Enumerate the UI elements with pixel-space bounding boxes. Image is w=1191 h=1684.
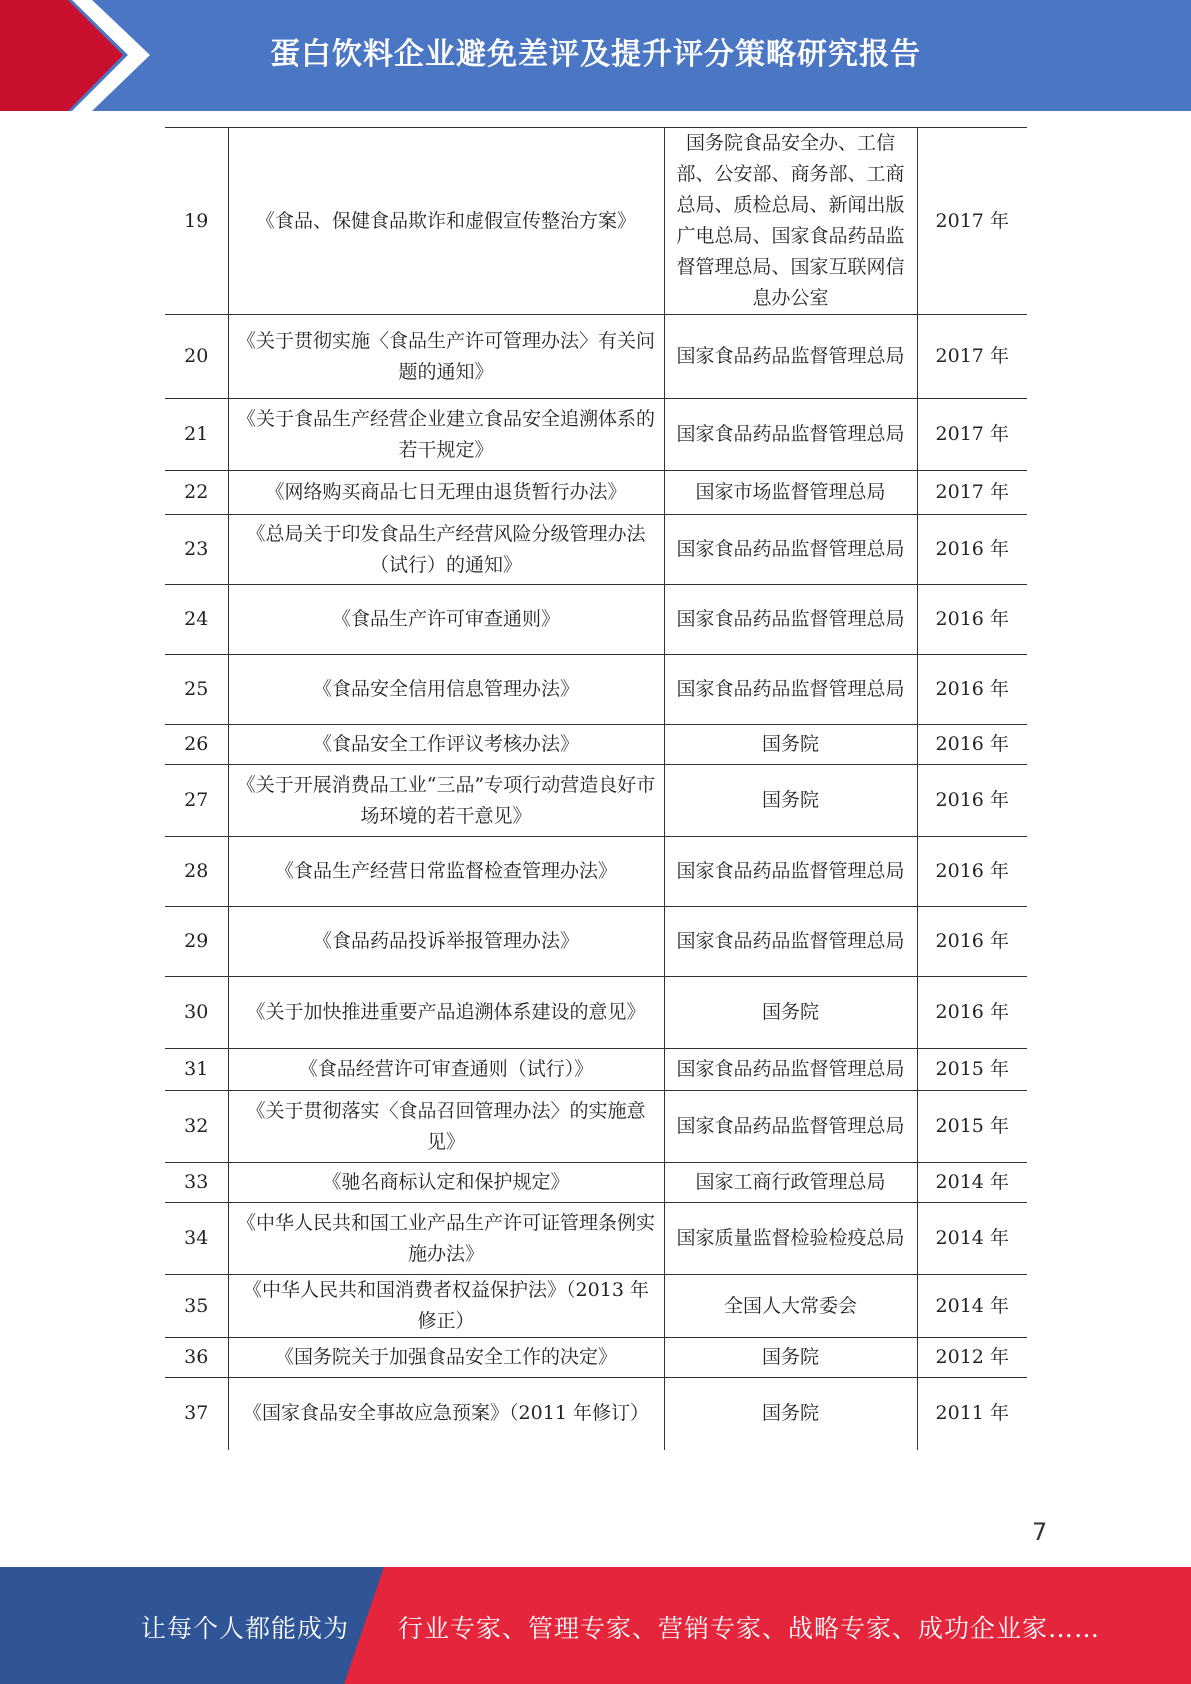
table-row <box>165 515 1027 585</box>
issuing-authority-cell: 国家食品药品监督管理总局 <box>664 585 917 655</box>
table-row <box>165 315 1027 399</box>
row-number-cell: 36 <box>165 1338 228 1378</box>
year-cell: 2017 年 <box>917 128 1027 315</box>
year-cell: 2015 年 <box>917 1049 1027 1091</box>
row-number-cell: 31 <box>165 1049 228 1091</box>
footer-slogan-left: 让每个人都能成为 <box>141 1614 350 1643</box>
table-row <box>165 1163 1027 1203</box>
year-cell: 2016 年 <box>917 585 1027 655</box>
table-row <box>165 471 1027 515</box>
table-row <box>165 907 1027 977</box>
row-number-cell: 37 <box>165 1378 228 1450</box>
issuing-authority-cell: 国家食品药品监督管理总局 <box>664 1091 917 1163</box>
year-cell: 2016 年 <box>917 837 1027 907</box>
regulation-name-cell: 《食品安全工作评议考核办法》 <box>228 725 664 765</box>
row-number-cell: 33 <box>165 1163 228 1203</box>
row-number-cell: 20 <box>165 315 228 399</box>
table-row <box>165 765 1027 837</box>
regulation-name-cell: 《食品药品投诉举报管理办法》 <box>228 907 664 977</box>
row-number-cell: 28 <box>165 837 228 907</box>
regulation-name-cell: 《关于开展消费品工业“三品”专项行动营造良好市场环境的若干意见》 <box>228 765 664 837</box>
issuing-authority-cell: 国务院 <box>664 765 917 837</box>
row-number-cell: 19 <box>165 128 228 315</box>
year-cell: 2014 年 <box>917 1163 1027 1203</box>
regulations-table <box>165 127 1027 1450</box>
row-number-cell: 26 <box>165 725 228 765</box>
year-cell: 2016 年 <box>917 515 1027 585</box>
table-row <box>165 655 1027 725</box>
footer-slogan-right: 行业专家、管理专家、营销专家、战略专家、成功企业家…… <box>398 1614 1101 1643</box>
year-cell: 2016 年 <box>917 765 1027 837</box>
year-cell: 2016 年 <box>917 977 1027 1049</box>
row-number-cell: 25 <box>165 655 228 725</box>
page-number: 7 <box>1032 1518 1048 1546</box>
row-number-cell: 22 <box>165 471 228 515</box>
regulation-name-cell: 《驰名商标认定和保护规定》 <box>228 1163 664 1203</box>
report-title: 蛋白饮料企业避免差评及提升评分策略研究报告 <box>270 37 921 72</box>
table-row <box>165 725 1027 765</box>
row-number-cell: 23 <box>165 515 228 585</box>
issuing-authority-cell: 国家食品药品监督管理总局 <box>664 515 917 585</box>
table-row <box>165 399 1027 471</box>
table-row <box>165 1378 1027 1450</box>
year-cell: 2016 年 <box>917 725 1027 765</box>
issuing-authority-cell: 国家食品药品监督管理总局 <box>664 837 917 907</box>
regulation-name-cell: 《食品安全信用信息管理办法》 <box>228 655 664 725</box>
regulation-name-cell: 《食品、保健食品欺诈和虚假宣传整治方案》 <box>228 128 664 315</box>
regulation-name-cell: 《国家食品安全事故应急预案》（2011 年修订） <box>228 1378 664 1450</box>
issuing-authority-cell: 国家工商行政管理总局 <box>664 1163 917 1203</box>
issuing-authority-cell: 国家质量监督检验检疫总局 <box>664 1203 917 1275</box>
regulation-name-cell: 《国务院关于加强食品安全工作的决定》 <box>228 1338 664 1378</box>
year-cell: 2012 年 <box>917 1338 1027 1378</box>
regulation-name-cell: 《食品生产经营日常监督检查管理办法》 <box>228 837 664 907</box>
regulation-name-cell: 《食品经营许可审查通则（试行）》 <box>228 1049 664 1091</box>
issuing-authority-cell: 国家食品药品监督管理总局 <box>664 399 917 471</box>
row-number-cell: 29 <box>165 907 228 977</box>
regulation-name-cell: 《中华人民共和国工业产品生产许可证管理条例实施办法》 <box>228 1203 664 1275</box>
year-cell: 2015 年 <box>917 1091 1027 1163</box>
issuing-authority-cell: 国家食品药品监督管理总局 <box>664 1049 917 1091</box>
issuing-authority-cell: 国家食品药品监督管理总局 <box>664 907 917 977</box>
year-cell: 2011 年 <box>917 1378 1027 1450</box>
row-number-cell: 34 <box>165 1203 228 1275</box>
regulation-name-cell: 《中华人民共和国消费者权益保护法》（2013 年修正） <box>228 1275 664 1338</box>
table-row <box>165 1338 1027 1378</box>
issuing-authority-cell: 国家食品药品监督管理总局 <box>664 315 917 399</box>
year-cell: 2016 年 <box>917 655 1027 725</box>
table-row <box>165 585 1027 655</box>
year-cell: 2014 年 <box>917 1203 1027 1275</box>
header-chevron-decoration <box>0 0 160 111</box>
row-number-cell: 24 <box>165 585 228 655</box>
table-row <box>165 977 1027 1049</box>
regulation-name-cell: 《关于食品生产经营企业建立食品安全追溯体系的若干规定》 <box>228 399 664 471</box>
issuing-authority-cell: 国务院 <box>664 1378 917 1450</box>
row-number-cell: 21 <box>165 399 228 471</box>
issuing-authority-cell: 国家市场监督管理总局 <box>664 471 917 515</box>
issuing-authority-cell: 国务院食品安全办、工信部、公安部、商务部、工商总局、质检总局、新闻出版广电总局、国家食品药品监督管理总局、国家互联网信息办公室 <box>664 128 917 315</box>
regulation-name-cell: 《关于贯彻落实〈食品召回管理办法〉的实施意见》 <box>228 1091 664 1163</box>
table-row <box>165 1091 1027 1163</box>
table-row <box>165 1049 1027 1091</box>
row-number-cell: 32 <box>165 1091 228 1163</box>
issuing-authority-cell: 国务院 <box>664 977 917 1049</box>
regulation-name-cell: 《总局关于印发食品生产经营风险分级管理办法（试行）的通知》 <box>228 515 664 585</box>
year-cell: 2017 年 <box>917 315 1027 399</box>
row-number-cell: 35 <box>165 1275 228 1338</box>
page-header <box>0 0 1191 111</box>
row-number-cell: 27 <box>165 765 228 837</box>
year-cell: 2014 年 <box>917 1275 1027 1338</box>
year-cell: 2017 年 <box>917 471 1027 515</box>
regulation-name-cell: 《网络购买商品七日无理由退货暂行办法》 <box>228 471 664 515</box>
issuing-authority-cell: 国务院 <box>664 725 917 765</box>
regulation-name-cell: 《食品生产许可审查通则》 <box>228 585 664 655</box>
year-cell: 2017 年 <box>917 399 1027 471</box>
table-row <box>165 128 1027 315</box>
table-row <box>165 1203 1027 1275</box>
regulation-name-cell: 《关于贯彻实施〈食品生产许可管理办法〉有关问题的通知》 <box>228 315 664 399</box>
table-row <box>165 1275 1027 1338</box>
table-row <box>165 837 1027 907</box>
row-number-cell: 30 <box>165 977 228 1049</box>
issuing-authority-cell: 国务院 <box>664 1338 917 1378</box>
page-footer <box>0 1567 1191 1684</box>
issuing-authority-cell: 全国人大常委会 <box>664 1275 917 1338</box>
issuing-authority-cell: 国家食品药品监督管理总局 <box>664 655 917 725</box>
regulation-name-cell: 《关于加快推进重要产品追溯体系建设的意见》 <box>228 977 664 1049</box>
year-cell: 2016 年 <box>917 907 1027 977</box>
